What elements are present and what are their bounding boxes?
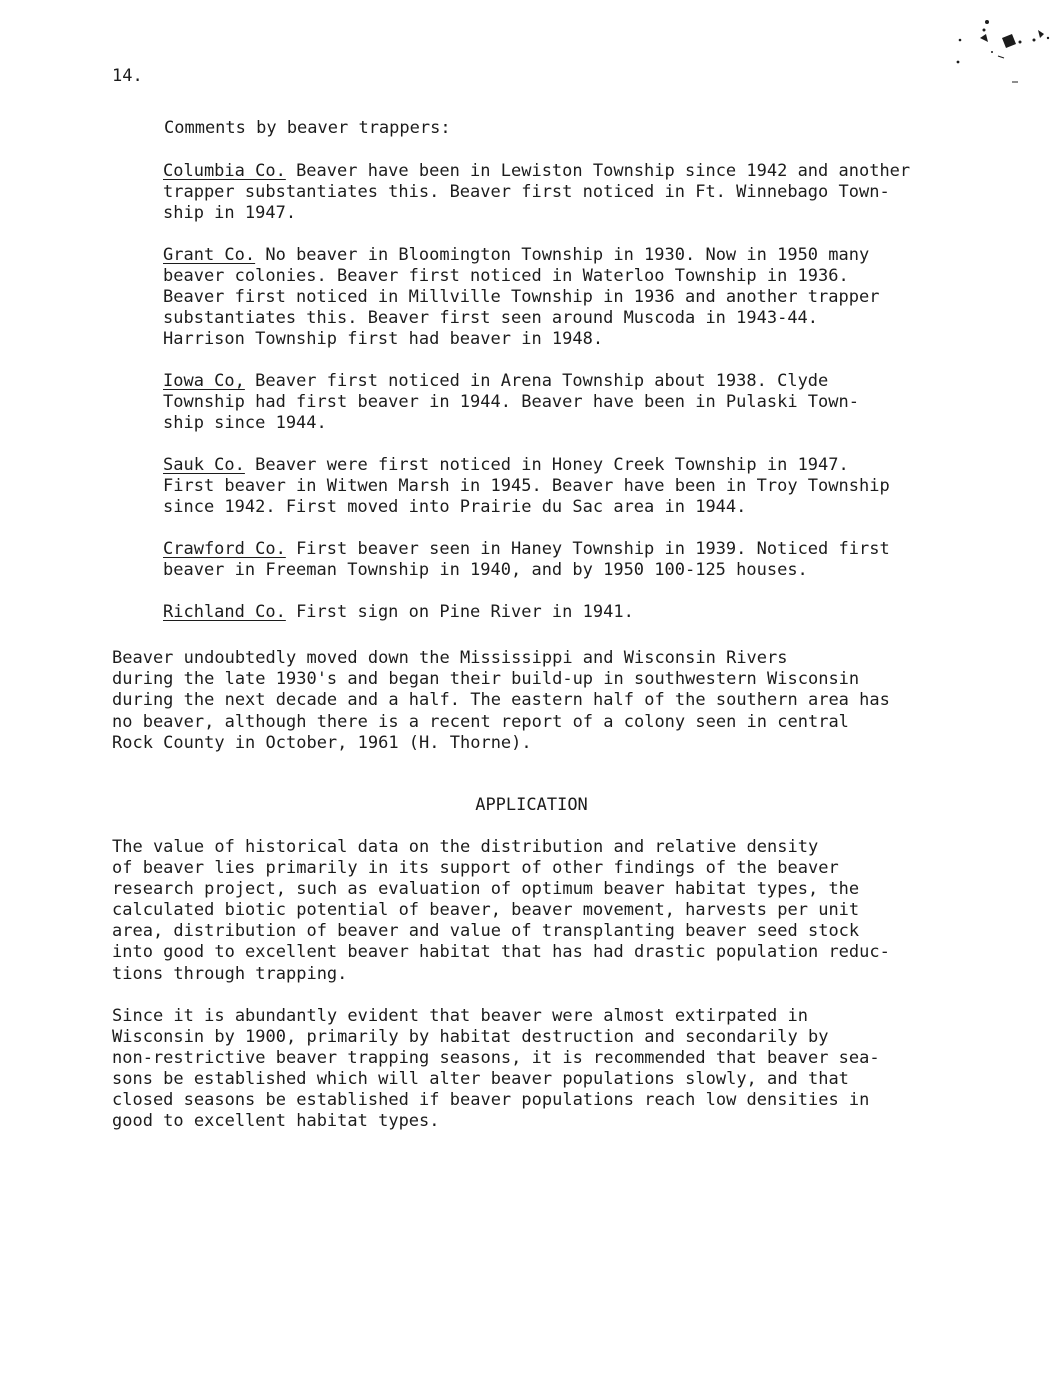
application-paragraph-1: The value of historical data on the distribution and relative density of beaver lies primarily in its support of other findings of the beaver research project, such as evaluation of optimum beaver habitat types, the calculated biotic potential of beaver, beaver movement, harvests per unit area, distribution of beaver and value of transplanting beaver seed stock into good to excellent beaver habitat that has had drastic population reduc- tions through trapping. [112, 837, 890, 984]
county-comment-text: Beaver first noticed in Arena Township about 1938. Clyde Township had first beaver in 1944. Beaver have been in Pulaski Town- ship since 1944. [163, 371, 859, 434]
county-entry-sauk [163, 455, 953, 518]
county-entry-crawford [163, 539, 953, 581]
county-comment-text: First beaver seen in Haney Township in 1939. Noticed first beaver in Freeman Township in 1940, and by 1950 100-125 houses. [163, 539, 890, 581]
application-heading: APPLICATION [475, 795, 588, 815]
county-comment-text: First sign on Pine River in 1941. [285, 601, 634, 622]
county-comment-text: No beaver in Bloomington Township in 1930. Now in 1950 many beaver colonies. Beaver first noticed in Waterloo Township in 1936. Beaver first noticed in Millville Township in 1936 and another trapper substantiates this. Beaver first seen around Muscoda in 1943-44. Harrison Township first had beaver in 1948. [163, 244, 880, 350]
page-number: 14. [112, 66, 143, 86]
county-comment-text: Beaver were first noticed in Honey Creek Township in 1947. First beaver in Witwen Marsh in 1945. Beaver have been in Troy Township since 1942. First moved into Prairie du Sac area in 1944. [163, 455, 890, 518]
county-name: Columbia Co. [163, 161, 286, 181]
county-name: Grant Co. [163, 244, 256, 265]
county-name: Iowa Co, [163, 371, 245, 392]
ink-blot-mark [940, 12, 1060, 92]
comments-title: Comments by beaver trappers: [164, 118, 451, 138]
county-entry-richland [163, 602, 953, 623]
county-name: Richland Co. [163, 601, 286, 622]
county-name: Sauk Co. [163, 455, 245, 476]
summary-paragraph: Beaver undoubtedly moved down the Mississippi and Wisconsin Rivers during the late 1930's and began their build-up in southwestern Wisconsin during the next decade and a half. The eastern half of the southern area has no beaver, although there is a recent report of a colony seen in central Rock County in October, 1961 (H. Thorne). [112, 648, 890, 753]
county-entry-columbia [163, 161, 953, 224]
county-comment-text: Beaver have been in Lewiston Township since 1942 and another trapper substantiates this. Beaver first noticed in Ft. Winnebago Town- ship in 1947. [163, 161, 911, 224]
county-comments-list [163, 161, 953, 644]
county-entry-grant [163, 245, 953, 350]
county-name: Crawford Co. [163, 539, 286, 560]
application-paragraph-2: Since it is abundantly evident that beaver were almost extirpated in Wisconsin by 1900, primarily by habitat destruction and secondarily by non-restrictive beaver trapping seasons, it is recommended that beaver sea- sons be established which will alter beaver populations slowly, and that closed seasons be established if beaver populations reach low densities in good to excellent habitat types. [112, 1006, 880, 1132]
county-entry-iowa [163, 371, 953, 434]
